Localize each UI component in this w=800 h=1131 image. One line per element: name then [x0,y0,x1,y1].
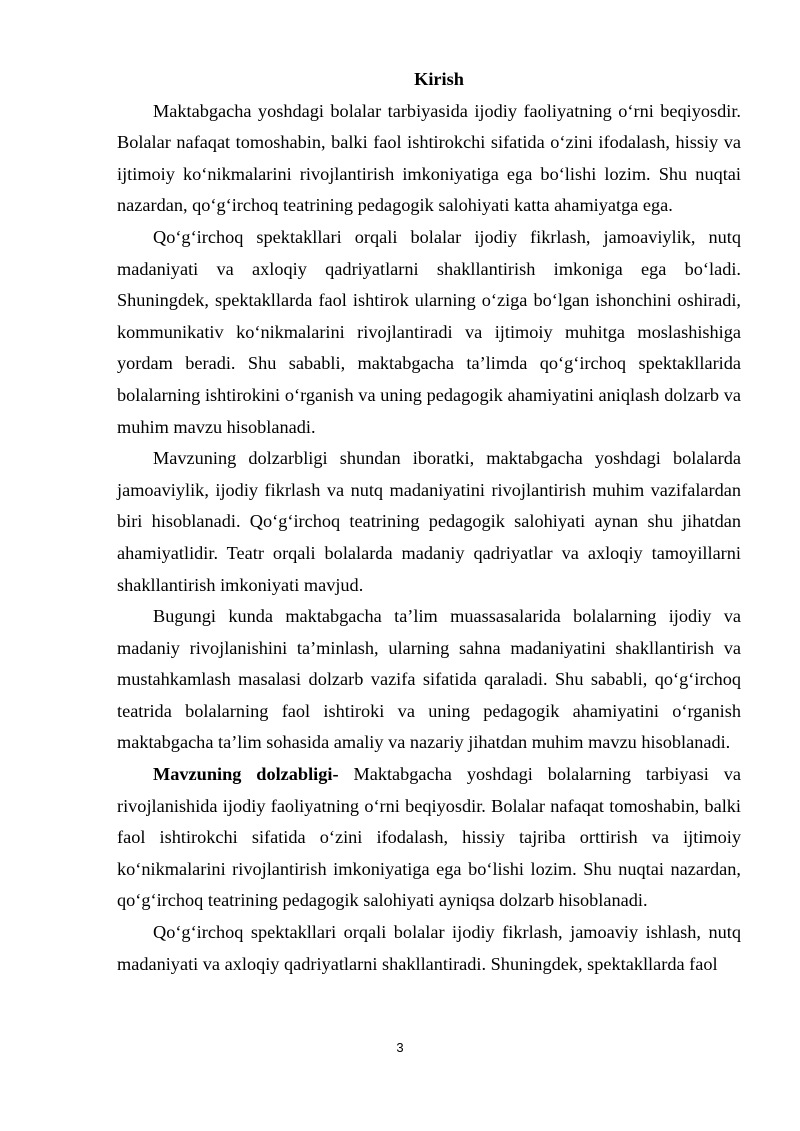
paragraph-text: Maktabgacha yoshdagi bolalar tarbiyasida ijodiy faoliyatning o‘rni beqiyosdir. Bolalar nafaqat tomoshabin, balki faol ishtirokchi sifatida o‘zini ifodalash, hissiy va ijtimoiy ko‘nikmalarini rivojlantirish imkoniyatiga ega bo‘lishi lozim. Shu nuqtai nazardan, qo‘g‘irchoq teatrining pedagogik salohiyati katta ahamiyatga ega. [117,100,741,216]
paragraph-text: Qo‘g‘irchoq spektakllari orqali bolalar ijodiy fikrlash, jamoaviy ishlash, nutq madaniyati va axloqiy qadriyatlarni shakllantiradi. Shuningdek, spektakllarda faol [117,922,741,974]
document-page [117,64,741,980]
page-number: 3 [396,1040,404,1055]
paragraph-5 [117,759,741,917]
paragraph-1 [117,96,741,222]
paragraph-2 [117,222,741,443]
paragraph-text: Qo‘g‘irchoq spektakllari orqali bolalar ijodiy fikrlash, jamoaviylik, nutq madaniyati va axloqiy qadriyatlarni shakllantirish imkoniga ega bo‘ladi. Shuningdek, spektakllarda faol ishtirok ularning o‘ziga bo‘lgan ishonchini oshiradi, kommunikativ ko‘nikmalarini rivojlantiradi va ijtimoiy muhitga moslashishiga yordam beradi. Shu sababli, maktabgacha ta’limda qo‘g‘irchoq spektakllarida bolalarning ishtirokini o‘rganish va uning pedagogik ahamiyatini aniqlash dolzarb va muhim mavzu hisoblanadi. [117,226,741,437]
section-heading: Kirish [414,69,464,89]
paragraph-bold-lead: Mavzuning dolzabligi- [153,764,339,785]
paragraph-4 [117,601,741,759]
paragraph-3 [117,443,741,601]
paragraph-6 [117,917,741,980]
paragraph-text: Mavzuning dolzarbligi shundan iboratki, maktabgacha yoshdagi bolalarda jamoaviylik, ijodiy fikrlash va nutq madaniyatini rivojlantirish muhim vazifalardan biri hisoblanadi. Qo‘g‘irchoq teatrining pedagogik salohiyati aynan shu jihatdan ahamiyatlidir. Teatr orqali bolalarda madaniy qadriyatlar va axloqiy tamoyillarni shakllantirish imkoniyati mavjud. [117,448,741,595]
paragraph-text: Bugungi kunda maktabgacha ta’lim muassasalarida bolalarning ijodiy va madaniy rivojlanishini ta’minlash, ularning sahna madaniyatini shakllantirish va mustahkamlash masalasi dolzarb vazifa sifatida qaraladi. Shu sababli, qo‘g‘irchoq teatrida bolalarning faol ishtiroki va uning pedagogik ahamiyatini o‘rganish maktabgacha ta’lim sohasida amaliy va nazariy jihatdan muhim mavzu hisoblanadi. [117,606,741,753]
paragraph-text: Maktabgacha yoshdagi bolalarning tarbiyasi va rivojlanishida ijodiy faoliyatning o‘rni beqiyosdir. Bolalar nafaqat tomoshabin, balki faol ishtirokchi sifatida o‘zini ifodalash, hissiy tajriba orttirish va ijtimoiy ko‘nikmalarini rivojlantirish imkoniyatiga ega bo‘lishi lozim. Shu nuqtai nazardan, qo‘g‘irchoq teatrining pedagogik salohiyati ayniqsa dolzarb hisoblanadi. [117,764,741,911]
